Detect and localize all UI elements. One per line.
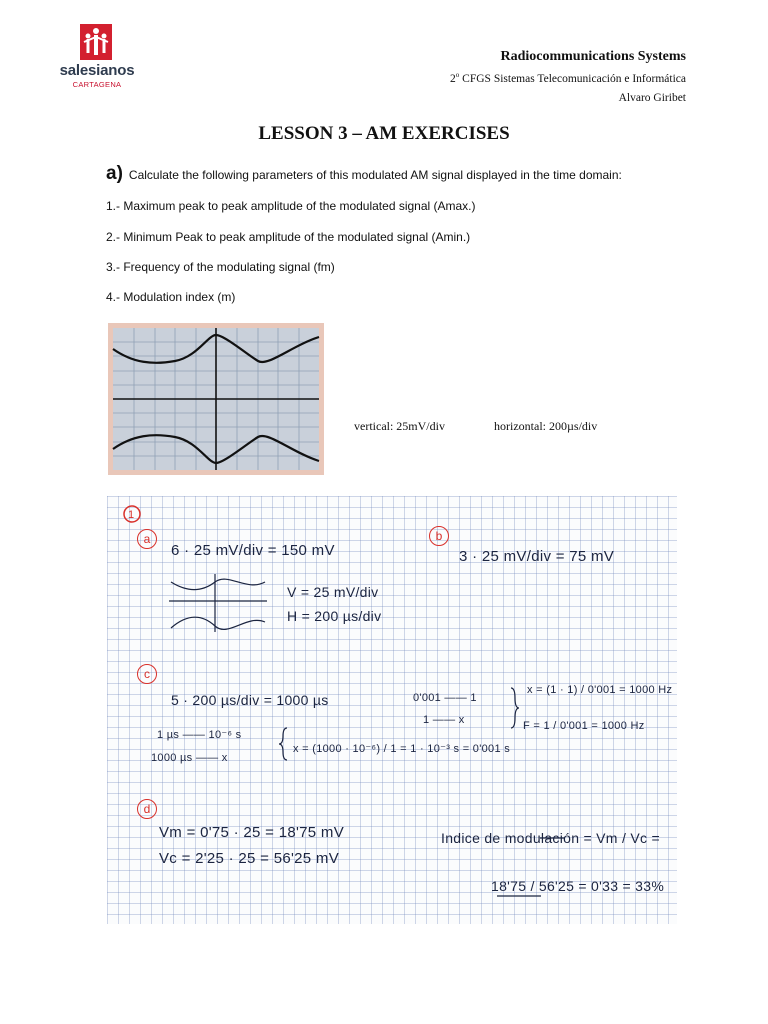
oscilloscope-display: [108, 323, 324, 475]
modulation-index-result: 18'75 / 56'25 = 0'33 = 33%: [491, 878, 665, 894]
exercise-intro: [106, 163, 622, 185]
answer-c-period: 5 · 200 µs/div = 1000 µs: [171, 692, 329, 708]
section-label-b: b: [429, 526, 449, 546]
section-label-c: c: [137, 664, 157, 684]
document-header: [450, 48, 686, 108]
horizontal-scale-note: H = 200 µs/div: [287, 608, 382, 624]
course-title: Radiocommunications Systems: [500, 49, 686, 64]
freq-f-solution: F = 1 / 0'001 = 1000 Hz: [523, 720, 645, 732]
question-2: 2.- Minimum Peak to peak amplitude of the modulated signal (Amin.): [106, 230, 471, 244]
lesson-title: LESSON 3 – AM EXERCISES: [258, 123, 510, 144]
period-solution: x = (1000 · 10⁻⁶) / 1 = 1 · 10⁻³ s = 0'001 s: [293, 743, 511, 755]
course-name: CFGS Sistemas Telecomunicación e Informática: [459, 72, 686, 85]
exercise-letter: a): [106, 163, 123, 184]
answer-d-vm: Vm = 0'75 · 25 = 18'75 mV: [159, 824, 344, 841]
handwritten-solution-sheet: [107, 496, 677, 924]
logo-city-text: CARTAGENA: [72, 80, 122, 89]
exercise-intro-text: Calculate the following parameters of this modulated AM signal displayed in the time domain:: [128, 168, 622, 182]
freq-rule-line-1: 0'001 —— 1: [413, 692, 477, 704]
course-year-sup: o: [455, 71, 460, 79]
mini-wave-sketch: [169, 574, 267, 632]
answer-d-vc: Vc = 2'25 · 25 = 56'25 mV: [159, 850, 339, 867]
question-4: 4.- Modulation index (m): [106, 290, 236, 304]
course-line: [450, 66, 686, 89]
answer-a-line: 6 · 25 mV/div = 150 mV: [171, 542, 335, 559]
vertical-scale-note: V = 25 mV/div: [287, 584, 379, 600]
scope-horizontal-scale: horizontal: 200µs/div: [494, 419, 598, 433]
svg-text:1: 1: [128, 509, 135, 521]
question-3: 3.- Frequency of the modulating signal (fm): [106, 260, 335, 274]
logo-brand-text: salesianos: [59, 62, 135, 79]
salesianos-emblem-icon: [80, 24, 112, 60]
rule-of-three-line-2: 1000 µs —— x: [151, 752, 228, 764]
question-1: 1.- Maximum peak to peak amplitude of the modulated signal (Amax.): [106, 199, 476, 213]
salesianos-logo: [52, 24, 142, 94]
scope-vertical-scale: vertical: 25mV/div: [354, 419, 445, 433]
course-year: 2: [450, 72, 456, 85]
freq-x-solution: x = (1 · 1) / 0'001 = 1000 Hz: [527, 684, 673, 696]
author-name: Alvaro Giribet: [618, 91, 686, 104]
answer-b-line: 3 · 25 mV/div = 75 mV: [459, 548, 615, 565]
rule-of-three-line-1: 1 µs —— 10⁻⁶ s: [157, 729, 242, 741]
section-label-d: d: [137, 799, 157, 819]
freq-rule-line-2: 1 —— x: [423, 714, 465, 726]
modulation-index-formula: Indice de modulación = Vm / Vc =: [441, 830, 660, 846]
section-label-a: a: [137, 529, 157, 549]
